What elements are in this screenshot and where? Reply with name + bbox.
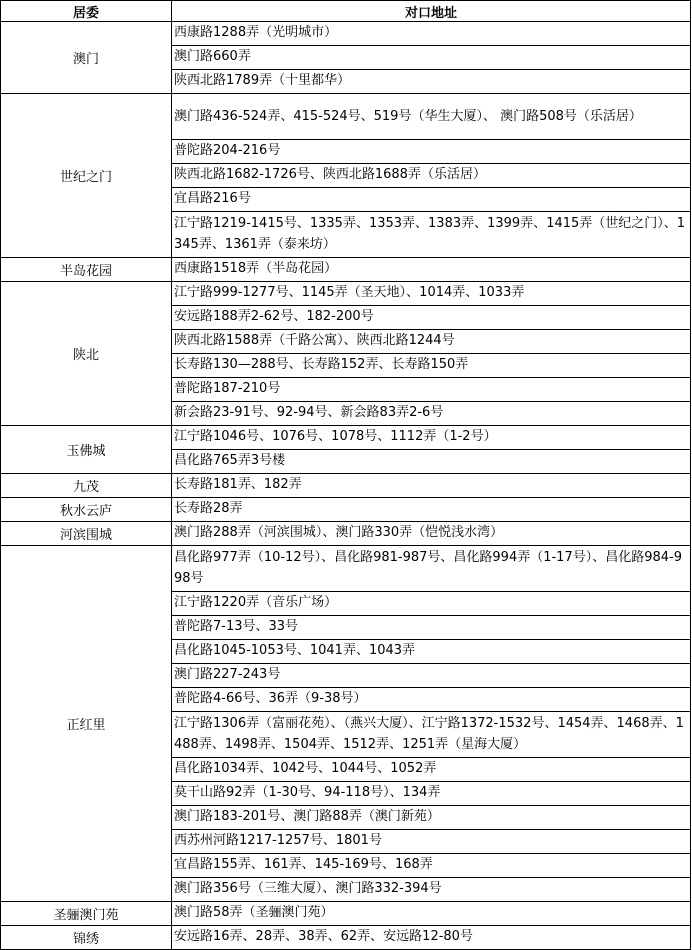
address-cell: 澳门路356号（三维大厦）、澳门路332-394号: [172, 878, 691, 902]
address-cell: 陕西北路1789弄（十里都华）: [172, 70, 691, 94]
committee-cell: 正红里: [1, 546, 172, 902]
table-row: [1, 926, 691, 950]
table-row: [1, 258, 691, 282]
table-row: [1, 426, 691, 450]
address-cell: 西康路1288弄（光明城市）: [172, 22, 691, 46]
address-cell: 安远路16弄、28弄、38弄、62弄、安远路12-80号: [172, 926, 691, 950]
address-cell: 长寿路130—288号、长寿路152弄、长寿路150弄: [172, 354, 691, 378]
address-cell: 昌化路977弄（10-12号）、昌化路981-987号、昌化路994弄（1-17号）、昌化路984-998号: [172, 546, 691, 592]
address-cell: 长寿路28弄: [172, 498, 691, 522]
header-row: [1, 1, 691, 22]
address-cell: 长寿路181弄、182弄: [172, 474, 691, 498]
committee-cell: 半岛花园: [1, 258, 172, 282]
table-row: [1, 94, 691, 140]
committee-cell: 澳门: [1, 22, 172, 94]
address-cell: 昌化路1034弄、1042号、1044号、1052弄: [172, 758, 691, 782]
table-row: [1, 498, 691, 522]
address-cell: 昌化路765弄3号楼: [172, 450, 691, 474]
committee-cell: 锦绣: [1, 926, 172, 950]
committee-cell: 陕北: [1, 282, 172, 426]
address-cell: 澳门路227-243号: [172, 664, 691, 688]
address-cell: 澳门路660弄: [172, 46, 691, 70]
address-cell: 江宁路1220弄（音乐广场）: [172, 592, 691, 616]
address-cell: 江宁路1219-1415号、1335弄、1353弄、1383弄、1399弄、1415弄（世纪之门）、1345弄、1361弄（泰来坊）: [172, 212, 691, 258]
address-cell: 普陀路4-66号、36弄（9-38号）: [172, 688, 691, 712]
address-cell: 昌化路1045-1053号、1041弄、1043弄: [172, 640, 691, 664]
address-cell: 澳门路183-201号、澳门路88弄（澳门新苑）: [172, 806, 691, 830]
address-cell: 澳门路58弄（圣骊澳门苑）: [172, 902, 691, 926]
address-cell: 西康路1518弄（半岛花园）: [172, 258, 691, 282]
table-row: [1, 902, 691, 926]
address-cell: 新会路23-91号、92-94号、新会路83弄2-6号: [172, 402, 691, 426]
table-row: [1, 522, 691, 546]
address-cell: 澳门路436-524弄、415-524号、519号（华生大厦）、 澳门路508号（乐活居）: [172, 94, 691, 140]
address-cell: 陕西北路1682-1726号、陕西北路1688弄（乐活居）: [172, 164, 691, 188]
committee-cell: 玉佛城: [1, 426, 172, 474]
address-cell: 普陀路204-216号: [172, 140, 691, 164]
address-cell: 普陀路187-210号: [172, 378, 691, 402]
address-cell: 宜昌路216号: [172, 188, 691, 212]
committee-cell: 世纪之门: [1, 94, 172, 258]
committee-cell: 河滨围城: [1, 522, 172, 546]
address-cell: 江宁路999-1277号、1145弄（圣天地）、1014弄、1033弄: [172, 282, 691, 306]
committee-cell: 秋水云庐: [1, 498, 172, 522]
committee-cell: 圣骊澳门苑: [1, 902, 172, 926]
address-cell: 陕西北路1588弄（千路公寓）、陕西北路1244号: [172, 330, 691, 354]
header-committee: 居委: [1, 1, 172, 22]
address-cell: 江宁路1306弄（富丽花苑）、（燕兴大厦）、江宁路1372-1532号、1454弄、1468弄、1488弄、1498弄、1504弄、1512弄、1251弄（星海大厦）: [172, 712, 691, 758]
table-row: [1, 22, 691, 46]
address-cell: 安远路188弄2-62号、182-200号: [172, 306, 691, 330]
address-cell: 普陀路7-13号、33号: [172, 616, 691, 640]
address-cell: 西苏州河路1217-1257号、1801号: [172, 830, 691, 854]
address-cell: 澳门路288弄（河滨围城）、澳门路330弄（恺悦浅水湾）: [172, 522, 691, 546]
committee-cell: 九茂: [1, 474, 172, 498]
table-row: [1, 474, 691, 498]
address-cell: 莫干山路92弄（1-30号、94-118号）、134弄: [172, 782, 691, 806]
address-cell: 宜昌路155弄、161弄、145-169号、168弄: [172, 854, 691, 878]
table-row: [1, 282, 691, 306]
header-address: 对口地址: [172, 1, 691, 22]
address-cell: 江宁路1046号、1076号、1078号、1112弄（1-2号）: [172, 426, 691, 450]
table-row: [1, 546, 691, 592]
